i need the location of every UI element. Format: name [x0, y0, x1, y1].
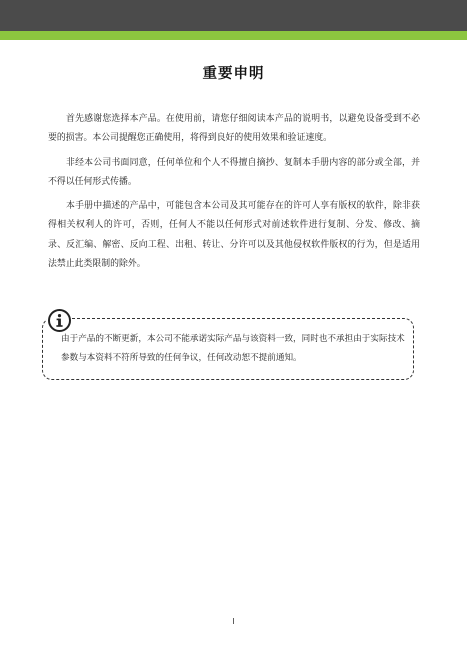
header-bar [0, 0, 467, 31]
paragraph-copy-restriction: 非经本公司书面同意，任何单位和个人不得擅自摘抄、复制本手册内容的部分或全部，并不得以任何形式传播。 [48, 157, 420, 187]
notice-text: 由于产品的不断更新，本公司不能承诺实际产品与该资料一致，同时也不承担由于实际技术参数与本资料不符所导致的任何争议，任何改动恕不提前通知。 [61, 334, 405, 363]
page-title: 重要申明 [202, 66, 265, 82]
notice-box [42, 318, 414, 380]
paragraph-thanks: 首先感谢您选择本产品。在使用前，请您仔细阅读本产品的说明书，以避免设备受到不必要的损害。本公司提醒您正确使用，将得到良好的使用效果和验证速度。 [48, 114, 420, 144]
statement-body [48, 110, 420, 279]
paragraph-copyright: 本手册中描述的产品中，可能包含本公司及其可能存在的许可人享有版权的软件，除非获得相关权利人的许可，否则，任何人不能以任何形式对前述软件进行复制、分发、修改、摘录、反汇编、解密、反向工程、出租、转让、分许可以及其他侵权软件版权的行为，但是适用法禁止此类限制的除外。 [48, 201, 420, 270]
header-accent-stripe [0, 31, 467, 40]
info-icon [47, 308, 72, 333]
page-number: I [232, 617, 235, 626]
